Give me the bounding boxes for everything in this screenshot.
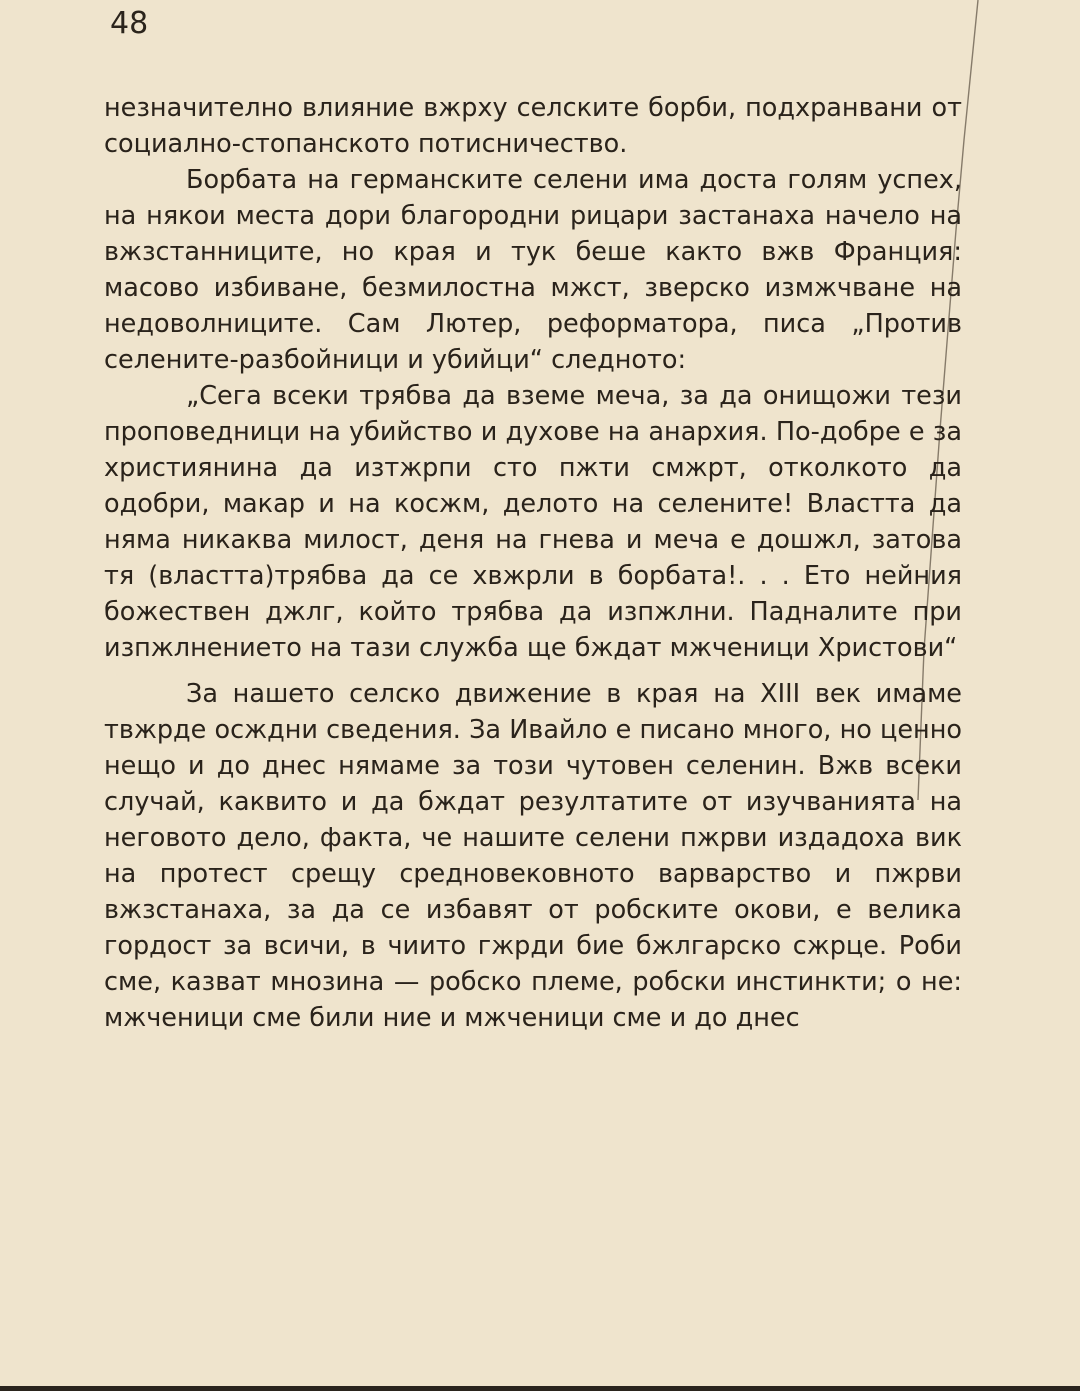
bottom-edge (0, 1386, 1080, 1391)
paragraph-2: Борбата на германските селени има доста голям успех, на някои места дори благородни рицари застанаха начело на вжзстанниците, но края и тук беше както вжв Франция: масово избиване, безмилостна мжст, зверско измжчване на недоволниците. Сам Лютер, реформатора, писа „Против селените-разбойници и убийци“ следното: (104, 165, 962, 375)
page-number: 48 (110, 6, 149, 41)
body-text (104, 90, 962, 1036)
paragraph-1: незначително влияние вжрху селските борби, подхранвани от социално-стопанското потисничество. (104, 93, 962, 159)
paragraph-4: За нашето селско движение в края на XIII век имаме твжрде осждни сведения. За Ивайло е писано много, но ценно нещо и до днес нямаме за този чутовен селенин. Вжв всеки случай, каквито и да бждат резултатите от изучванията на неговото дело, факта, че нашите селени пжрви издадоха вик на протест срещу средновековното варварство и пжрви вжзстанаха, за да се избавят от робските окови, е велика гордост за всичи, в чиито гжрди бие бжлгарско сжрце. Роби сме, казват мнозина — робско племе, робски инстинкти; о не: мжченици сме били ние и мжченици сме и до днес (104, 679, 962, 1033)
paragraph-3-quote: „Сега всеки трябва да вземе меча, за да онищожи тези проповедници на убийство и духове на анархия. По-добре е за християнина да изтжрпи сто пжти смжрт, отколкото да одобри, макар и на косжм, делото на селените! Властта да няма никаква милост, деня на гнева и меча е дошжл, затова тя (властта)трябва да се хвжрли в борбата!. . . Ето нейния божествен джлг, който трябва да изпжлни. Падналите при изпжлнението на тази служба ще бждат мжченици Христови“ (104, 381, 962, 663)
